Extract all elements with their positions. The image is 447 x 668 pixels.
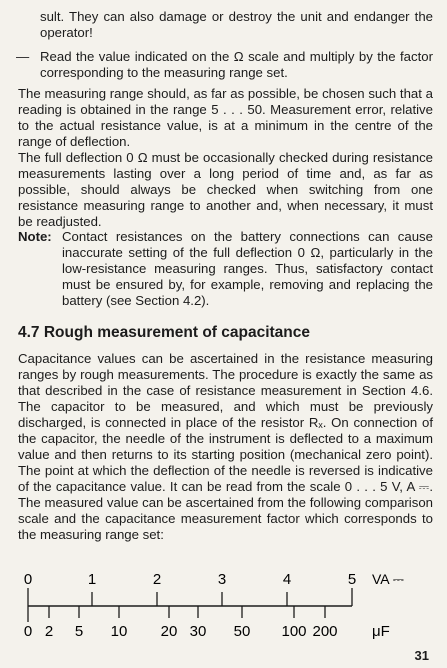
scale-bottom-label: 20 <box>160 623 178 640</box>
bullet-item: Read the value indicated on the Ω scale and multiply by the factor corresponding to the measuring range set. <box>40 49 433 80</box>
note-label: Note: <box>18 229 52 244</box>
paragraph-full-deflection: The full deflection 0 Ω must be occasionally checked during resistance measurements lasting over a long period of time and, as far as possible, should always be checked when switching from one resistance measuring range to another and, when necessary, it must be readjusted. <box>18 150 433 229</box>
note-text: Contact resistances on the battery connections can cause inaccurate setting of the full deflection 0 Ω, particularly in the low-resistance measuring ranges. Thus, satisfactory contact must be ensured by, for example, removing and replacing the battery (see Section 4.2). <box>62 229 433 308</box>
page-number: 31 <box>414 648 429 663</box>
scale-bottom-label: 200 <box>312 623 338 640</box>
section-heading: 4.7 Rough measurement of capacitance <box>18 324 311 341</box>
comparison-scale <box>0 566 447 648</box>
scale-bottom-label: 2 <box>44 623 54 640</box>
paragraph-measuring-range: The measuring range should, as far as possible, be chosen such that a reading is obtained in the range 5 . . . 50. Measurement error, relative to the actual resistance value, is at a minimum in the centre of the range of deflection. <box>18 86 433 149</box>
scale-top-label: 2 <box>152 571 162 588</box>
scale-top-label: 4 <box>282 571 292 588</box>
scale-top-label: 1 <box>87 571 97 588</box>
scale-top-label: 0 <box>23 571 33 588</box>
paragraph-capacitance: Capacitance values can be ascertained in the resistance measuring ranges by rough measurements. The procedure is exactly the same as that described in the case of resistance measurement in Section 4.6. The capacitor to be measured, and which must be previously discharged, is connected in place of the resistor Rₓ. On connection of the capacitor, the needle of the instrument is deflected to a maximum value and then returns to its starting position (mechanical zero point). The point at which the deflection of the needle is reversed is indicative of the capacitance value. It can be read from the scale 0 . . . 5 V, A ⎓. The measured value can be ascertained from the following comparison scale and the capacitance measurement factor which corresponds to the measuring range set: <box>18 351 433 542</box>
scale-top-ticks <box>28 588 352 606</box>
scale-top-label: 3 <box>217 571 227 588</box>
scale-bottom-label: 10 <box>110 623 128 640</box>
scale-top-unit: VA ⎓ <box>372 571 404 587</box>
bullet-dash: — <box>16 49 30 64</box>
scale-bottom-unit: μF <box>372 623 390 640</box>
scale-bottom-label: 0 <box>23 623 33 640</box>
scale-top-label: 5 <box>347 571 357 588</box>
paragraph-continuation: sult. They can also damage or destroy the unit and endanger the operator! <box>40 9 433 40</box>
scale-bottom-label: 50 <box>233 623 251 640</box>
scale-bottom-label: 5 <box>74 623 84 640</box>
scale-bottom-label: 100 <box>281 623 307 640</box>
scale-bottom-ticks <box>28 606 325 622</box>
scale-bottom-label: 30 <box>189 623 207 640</box>
